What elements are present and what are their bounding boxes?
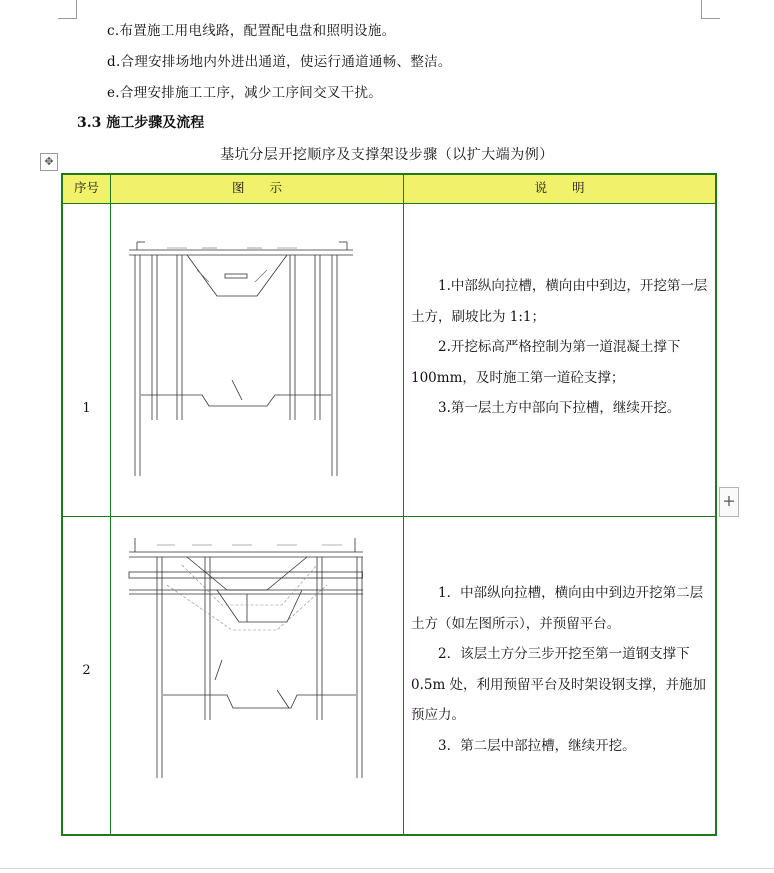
page-bottom-edge: [0, 868, 774, 869]
column-divider: [403, 175, 404, 834]
page-corner-mark-left: [58, 0, 77, 19]
page-corner-mark-right: [701, 0, 720, 19]
row-divider: [63, 203, 715, 204]
row-divider: [63, 516, 715, 517]
excavation-step-2-diagram: [127, 530, 363, 780]
table-caption: 基坑分层开挖顺序及支撑架设步骤（以扩大端为例）: [220, 147, 554, 163]
excavation-step-1-diagram: [127, 230, 363, 480]
header-number: 序号: [73, 180, 99, 195]
paragraph-d: d.合理安排场地内外进出通道，使运行通道通畅、整洁。: [107, 54, 452, 70]
paragraph-c: c.布置施工用电线路，配置配电盘和照明设施。: [107, 23, 396, 39]
move-icon: ✥: [44, 155, 54, 168]
section-heading: 3.3 施工步骤及流程: [77, 115, 205, 131]
row-1-number: 1: [82, 401, 91, 416]
row-2-step-3: 3．第二层中部拉槽，继续开挖。: [438, 737, 636, 754]
header-description: 说 明: [534, 180, 585, 195]
row-2-description: [411, 578, 713, 761]
row-1-description: [411, 271, 713, 424]
plus-icon: +: [722, 491, 736, 510]
add-row-button[interactable]: [719, 487, 739, 517]
paragraph-e: e.合理安排施工工序，减少工序间交叉干扰。: [107, 85, 383, 101]
row-2-step-1: 1．中部纵向拉槽，横向由中到边开挖第二层土方（如左图所示），并预留平台。: [411, 585, 704, 632]
row-2-number: 2: [82, 663, 91, 678]
steps-table: [61, 173, 717, 836]
column-divider: [110, 175, 111, 834]
row-2-step-2: 2．该层土方分三步开挖至第一道钢支撑下 0.5m 处，利用预留平台及时架设钢支撑，并施加预应力。: [411, 646, 707, 723]
header-figure: 图 示: [231, 180, 282, 195]
row-1-step-1: 1.中部纵向拉槽，横向由中到边，开挖第一层土方，刷坡比为 1:1；: [411, 278, 708, 325]
row-1-step-2: 2.开挖标高严格控制为第一道混凝土撑下 100mm，及时施工第一道砼支撑；: [411, 339, 681, 386]
row-1-step-3: 3.第一层土方中部向下拉槽，继续开挖。: [438, 400, 681, 416]
table-move-handle[interactable]: [40, 153, 58, 171]
